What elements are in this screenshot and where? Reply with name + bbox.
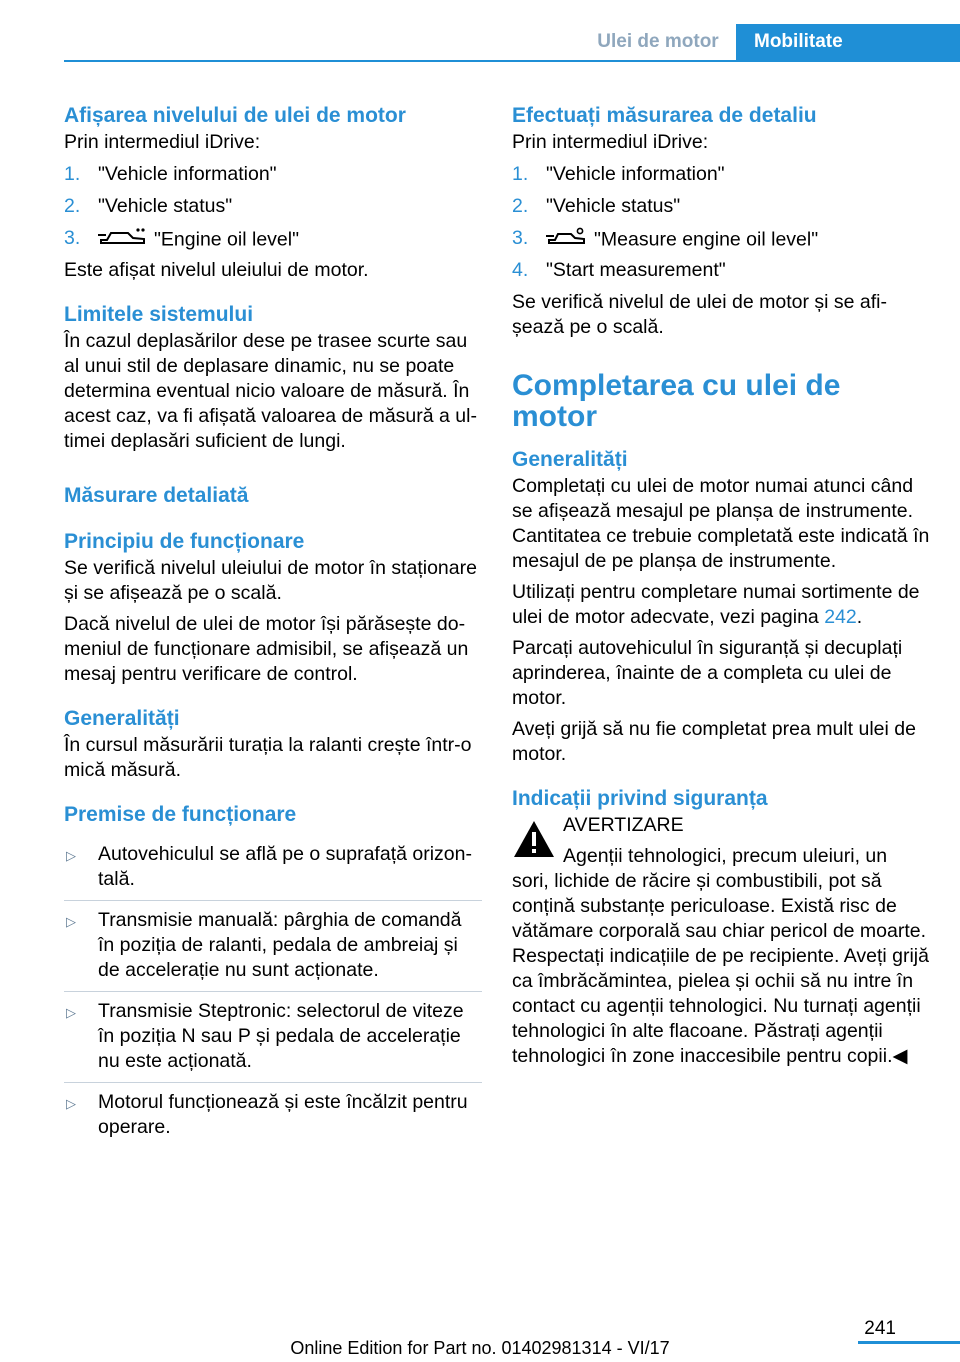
list-item xyxy=(512,162,930,194)
warning-text-first-line: Agenții tehnologici, precum uleiuri, un xyxy=(563,845,888,867)
prerequisite-text: Transmisie manuală: pârghia de comandă în poziția de ralanti, pedala de ambreiaj și de accelerație nu sunt acționate. xyxy=(98,909,462,981)
step-number: 3. xyxy=(512,227,529,249)
heading-safety-notes: Indicații privind siguranța xyxy=(512,787,768,810)
triangle-bullet-icon: ▷ xyxy=(66,848,76,863)
header-rule xyxy=(64,60,960,62)
list-item xyxy=(512,258,930,290)
page-number: 241 xyxy=(864,1318,896,1339)
step-number: 1. xyxy=(512,163,529,185)
list-item xyxy=(512,194,930,226)
section-tab[interactable]: Ulei de motor xyxy=(597,31,719,52)
prerequisites-list xyxy=(64,835,482,1148)
chapter-tab[interactable]: Mobilitate xyxy=(736,24,960,60)
step-number: 2. xyxy=(64,195,81,217)
idrive-intro: Prin intermediul iDrive: xyxy=(512,131,709,153)
heading-display-oil-level: Afișarea nivelului de ulei de motor xyxy=(64,104,406,127)
step-text: "Engine oil level" xyxy=(154,228,300,251)
list-item xyxy=(64,226,482,258)
warning-triangle-icon xyxy=(512,819,556,866)
principle-paragraph-1: Se verifică nivelul uleiului de motor în staționare și se afișează pe o scală. xyxy=(64,557,477,604)
step-number: 4. xyxy=(512,259,529,281)
step-number: 1. xyxy=(64,163,81,185)
heading-detailed-measurement: Măsurare detaliată xyxy=(64,484,249,507)
list-item xyxy=(64,991,482,1082)
limits-text: În cazul deplasărilor dese pe trasee scurte sau al unui stil de deplasare dinamic, nu se poate determina eventual nicio valoare de măsură. În acest caz, va fi afișată valoarea de măsură a ultimei deplasări suficient de lungi. xyxy=(64,330,477,452)
heading-prerequisites: Premise de funcționare xyxy=(64,803,297,826)
warning-label: AVERTIZARE xyxy=(563,814,684,836)
step-text: "Measure engine oil level" xyxy=(594,228,819,251)
car-oil-level-icon xyxy=(546,226,588,255)
warning-box xyxy=(512,813,930,1069)
step-text: "Vehicle status" xyxy=(98,195,233,217)
heading-general-left: Generalități xyxy=(64,707,180,730)
heading-system-limits: Limitele sistemului xyxy=(64,303,254,326)
list-item xyxy=(64,1082,482,1148)
edition-footer: Online Edition for Part no. 01402981314 - VI/17 xyxy=(290,1338,670,1358)
right-column xyxy=(512,102,930,1069)
list-item xyxy=(64,194,482,226)
general-paragraph-2 xyxy=(512,580,930,630)
heading-topping-up-oil: Completarea cu ulei de motor xyxy=(512,369,841,433)
heading-perform-measurement: Efectuați măsurarea de detaliu xyxy=(512,104,817,127)
principle-paragraph-2: Dacă nivelul de ulei de motor își părăsește domeniul de funcționare admisibil, se afișează un mesaj pentru verificare de control. xyxy=(64,613,469,685)
idrive-intro: Prin intermediul iDrive: xyxy=(64,131,261,153)
prerequisite-text: Motorul funcționează și este încălzit pentru operare. xyxy=(98,1091,468,1138)
prerequisite-text: Transmisie Steptronic: selectorul de viteze în poziția N sau P și pedala de accelerație nu este acționată. xyxy=(98,1000,464,1072)
triangle-bullet-icon: ▷ xyxy=(66,1096,76,1111)
step-number: 2. xyxy=(512,195,529,217)
triangle-bullet-icon: ▷ xyxy=(66,1005,76,1020)
step-text: "Start measurement" xyxy=(546,259,726,281)
general-text-left: În cursul măsurării turația la ralanti crește într-o mică măsură. xyxy=(64,734,472,781)
measure-note: Se verifică nivelul de ulei de motor și se afișează pe o scală. xyxy=(512,291,888,338)
warning-text: sori, lichide de răcire și combustibili, pot să conțină substanțe periculoase. Există risc de vătămare corporală sau chiar pericol de moarte. Respectați indicațiile de pe recipiente. Aveți grijă ca îmbrăcămintea, pielea și ochii să nu intre în contact cu agenții tehnologici. Nu turnați agenții tehnologici în alte flacoane. Păstrați agenții tehnologici în zone inaccesibile pentru copii.◀ xyxy=(512,870,929,1067)
general-paragraph-4: Aveți grijă să nu fie completat prea mult ulei de motor. xyxy=(512,718,916,765)
heading-general-right: Generalități xyxy=(512,448,628,471)
list-item xyxy=(64,162,482,194)
prerequisite-text: Autovehiculul se află pe o suprafață orizontală. xyxy=(98,843,472,890)
general-paragraph-1: Completați cu ulei de motor numai atunci când se afișează mesajul pe planșa de instrumente. Cantitatea ce trebuie completată este indicată în mesajul de pe planșa de instrumente. xyxy=(512,475,930,572)
step-text: "Vehicle status" xyxy=(546,195,681,217)
general-paragraph-2-text: Utilizați pentru completare numai sortimente de ulei de motor adecvate, vezi pagina xyxy=(512,581,920,628)
list-item xyxy=(64,900,482,991)
triangle-bullet-icon: ▷ xyxy=(66,914,76,929)
display-note: Este afișat nivelul uleiului de motor. xyxy=(64,259,369,281)
step-number: 3. xyxy=(64,227,81,249)
page-reference-link[interactable]: 242 xyxy=(824,606,857,628)
display-steps-list xyxy=(64,162,482,258)
left-column xyxy=(64,102,482,1148)
heading-operating-principle: Principiu de funcționare xyxy=(64,530,305,553)
measure-steps-list xyxy=(512,162,930,290)
list-item xyxy=(512,226,930,258)
list-item xyxy=(64,835,482,900)
step-text: "Vehicle information" xyxy=(98,163,277,185)
car-oil-level-icon xyxy=(98,226,148,255)
step-text: "Vehicle information" xyxy=(546,163,725,185)
general-paragraph-2-end: . xyxy=(856,606,863,628)
general-paragraph-3: Parcați autovehiculul în siguranță și decuplați aprinderea, înainte de a completa cu ulei de motor. xyxy=(512,637,903,709)
